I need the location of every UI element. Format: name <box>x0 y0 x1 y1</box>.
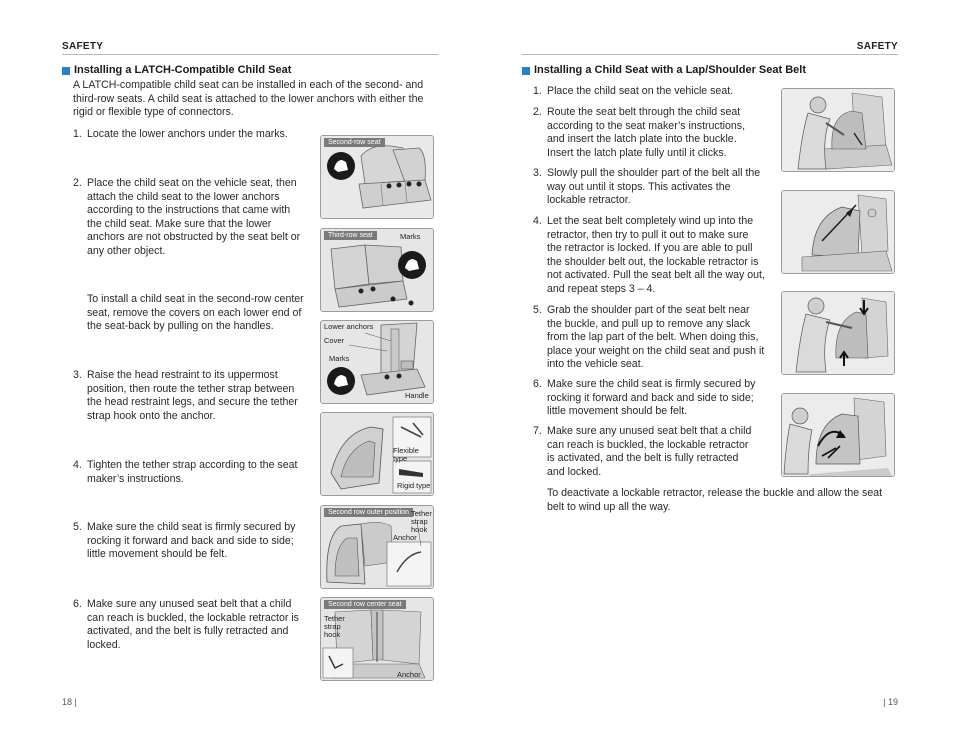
header-rule-right <box>522 54 898 55</box>
figure-tag: Second-row seat <box>324 138 385 147</box>
figure-connector-types <box>320 412 434 496</box>
figure-lap-step-route <box>781 88 895 172</box>
latch-step-6: 6. Make sure any unused seat belt that a child can reach is buckled, the lockable retractor is activated, and the belt is fully retracted and locked. <box>73 598 299 651</box>
figure-second-row-seat <box>320 135 434 219</box>
figure-center-seat <box>320 597 434 681</box>
header-rule-left <box>62 54 438 55</box>
flexible-type-label: Flexible type <box>393 446 419 463</box>
figure-tag: Third-row seat <box>324 231 377 240</box>
third-row-seat-illustration <box>321 229 433 311</box>
figure-lap-step-pull <box>781 190 895 274</box>
anchor-label: Anchor <box>393 533 417 542</box>
lap-step-3: 3. Slowly pull the shoulder part of the belt all the way out until it stops. This activates the lockable retractor. <box>533 167 761 207</box>
marks-label: Marks <box>400 232 421 241</box>
rigid-type-label: Rigid type <box>397 481 431 490</box>
tether-strap-hook-label: Tether strap hook <box>324 614 345 639</box>
latch-step-1: 1. Locate the lower anchors under the marks. <box>73 128 288 140</box>
lap-step-5: 5. Grab the shoulder part of the seat belt near the buckle, and pull up to remove any slack from the lap part of the belt. When doing this, place your weight on the child seat and push it into the vehicle seat. <box>533 304 765 371</box>
lower-anchors-label: Lower anchors <box>324 322 374 331</box>
latch-step-2-note: To install a child seat in the second-row center seat, remove the covers on each lower end of the seat-back by pulling on the handles. <box>87 293 304 333</box>
figure-lap-step-rock <box>781 393 895 477</box>
lap-step-4: 4. Let the seat belt completely wind up into the retractor, then try to pull it out to make sure the retractor is locked. If you are able to pull the shoulder belt out, the lockable retractor is not activated. Pull the seat belt all the way out, and repeat steps 3 – 4. <box>533 215 765 295</box>
lap-step-6: 6. Make sure the child seat is firmly secured by rocking it forward and back and side to side; little movement should be felt. <box>533 378 756 418</box>
figure-third-row-seat <box>320 228 434 312</box>
tether-strap-hook-label: Tether strap hook <box>411 509 432 534</box>
rocking-child-seat-illustration <box>782 394 894 476</box>
latch-step-2: 2. Place the child seat on the vehicle seat, then attach the child seat to the lower anchors according to the instructions that came with the child seat. Make sure that the lower anchors are not obstructed by the seat belt or any other object. <box>73 177 301 257</box>
lap-step-7: 7. Make sure any unused seat belt that a child can reach is buckled, the lockable retractor is activated, and the belt is fully retracted and locked. <box>533 425 752 478</box>
latch-step-4: 4. Tighten the tether strap according to the seat maker’s instructions. <box>73 459 298 485</box>
heading-marker-icon <box>522 67 530 75</box>
latch-heading <box>62 64 291 78</box>
latch-step-5: 5. Make sure the child seat is firmly secured by rocking it forward and back and side to side; little movement should be felt. <box>73 521 296 561</box>
figure-outer-position <box>320 505 434 589</box>
section-header-left: SAFETY <box>62 41 104 52</box>
figure-tag: Second row center seat <box>324 600 406 609</box>
lap-shoulder-heading-text: Installing a Child Seat with a Lap/Shoulder Seat Belt <box>534 64 806 76</box>
anchor-label: Anchor <box>397 670 421 679</box>
lap-shoulder-heading <box>522 64 806 78</box>
latch-intro: A LATCH-compatible child seat can be installed in each of the second- and third-row seats. A child seat is attached to the lower anchors with either the rigid or flexible type of connectors. <box>73 79 424 119</box>
lap-deactivate-note: To deactivate a lockable retractor, release the buckle and allow the seat belt to wind up all the way. <box>547 487 883 513</box>
center-seat-tether-illustration <box>321 598 433 680</box>
page-number-right: | 19 <box>883 697 898 708</box>
latch-heading-text: Installing a LATCH-Compatible Child Seat <box>74 64 292 76</box>
person-routing-belt-illustration <box>782 89 894 171</box>
handle-label: Handle <box>405 391 429 400</box>
pulling-shoulder-belt-illustration <box>782 191 894 273</box>
figure-lower-anchors <box>320 320 434 404</box>
page-number-left: 18 | <box>62 697 77 708</box>
marks-label: Marks <box>329 354 350 363</box>
cover-label: Cover <box>324 336 345 345</box>
figure-lap-step-push <box>781 291 895 375</box>
heading-marker-icon <box>62 67 70 75</box>
figure-tag: Second row outer position <box>324 508 413 517</box>
pushing-child-seat-illustration <box>782 292 894 374</box>
lap-step-1: 1. Place the child seat on the vehicle seat. <box>533 85 734 97</box>
section-header-right: SAFETY <box>856 41 898 52</box>
lap-step-2: 2. Route the seat belt through the child seat according to the seat maker’s instructions, and insert the latch plate into the buckle. Insert the latch plate fully until it clicks. <box>533 106 746 159</box>
latch-step-3: 3. Raise the head restraint to its uppermost position, then route the tether strap between the head restraint legs, and secure the tether strap hook onto the anchor. <box>73 369 298 422</box>
second-row-seat-illustration <box>321 136 433 218</box>
